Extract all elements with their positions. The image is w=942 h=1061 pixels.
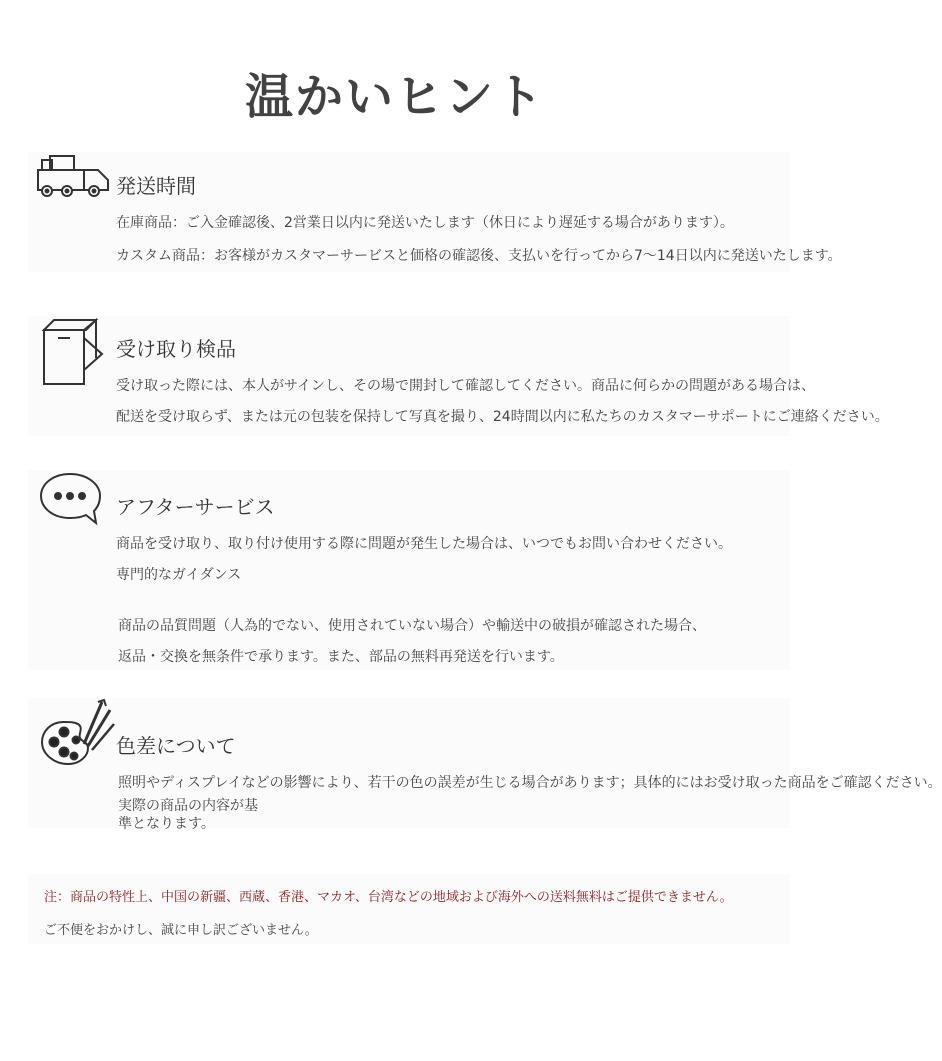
section-inspection-line-1: 受け取った際には、本人がサインし、その場で開封して確認してください。商品に何らかの問題がある場合は、 <box>116 378 816 394</box>
box-icon <box>40 318 110 388</box>
section-color-line-3: 準となります。 <box>118 816 215 832</box>
section-shipping-line-1: 在庫商品：ご入金確認後、2営業日以内に発送いたします（休日により遅延する場合があります）。 <box>116 215 734 231</box>
section-shipping-line-2: カスタム商品：お客様がカスタマーサービスと価格の確認後、支払いを行ってから7〜14日以内に発送いたします。 <box>116 248 842 264</box>
truck-icon <box>34 154 114 200</box>
palette-icon <box>40 698 116 768</box>
apology-note: ご不便をおかけし、誠に申し訳ございません。 <box>44 923 318 938</box>
section-aftersales-line-2: 専門的なガイダンス <box>116 567 242 583</box>
section-aftersales-heading: アフターサービス <box>116 495 275 519</box>
section-color-line-1: 照明やディスプレイなどの影響により、若干の色の誤差が生じる場合があります；具体的にはお受け取った商品をご確認ください。 <box>118 775 942 791</box>
page-title: 温かいヒント <box>244 69 545 125</box>
section-aftersales-line-4: 返品・交換を無条件で承ります。また、部品の無料再発送を行います。 <box>118 649 564 665</box>
section-inspection-heading: 受け取り検品 <box>116 337 236 361</box>
section-aftersales-line-3: 商品の品質問題（人為的でない、使用されていない場合）や輸送中の破損が確認された場合、 <box>118 618 706 634</box>
shipping-restriction-note: 注：商品の特性上、中国の新疆、西蔵、香港、マカオ、台湾などの地域および海外への送料無料はご提供できません。 <box>44 890 733 905</box>
section-color-heading: 色差について <box>116 734 236 758</box>
section-aftersales-line-1: 商品を受け取り、取り付け使用する際に問題が発生した場合は、いつでもお問い合わせください。 <box>116 536 732 552</box>
section-inspection-line-2: 配送を受け取らず、または元の包装を保持して写真を撮り、24時間以内に私たちのカスタマーサポートにご連絡ください。 <box>116 409 889 425</box>
chat-bubble-icon <box>38 472 104 526</box>
section-color-line-2: 実際の商品の内容が基 <box>118 798 258 814</box>
section-shipping-heading: 発送時間 <box>116 174 196 198</box>
